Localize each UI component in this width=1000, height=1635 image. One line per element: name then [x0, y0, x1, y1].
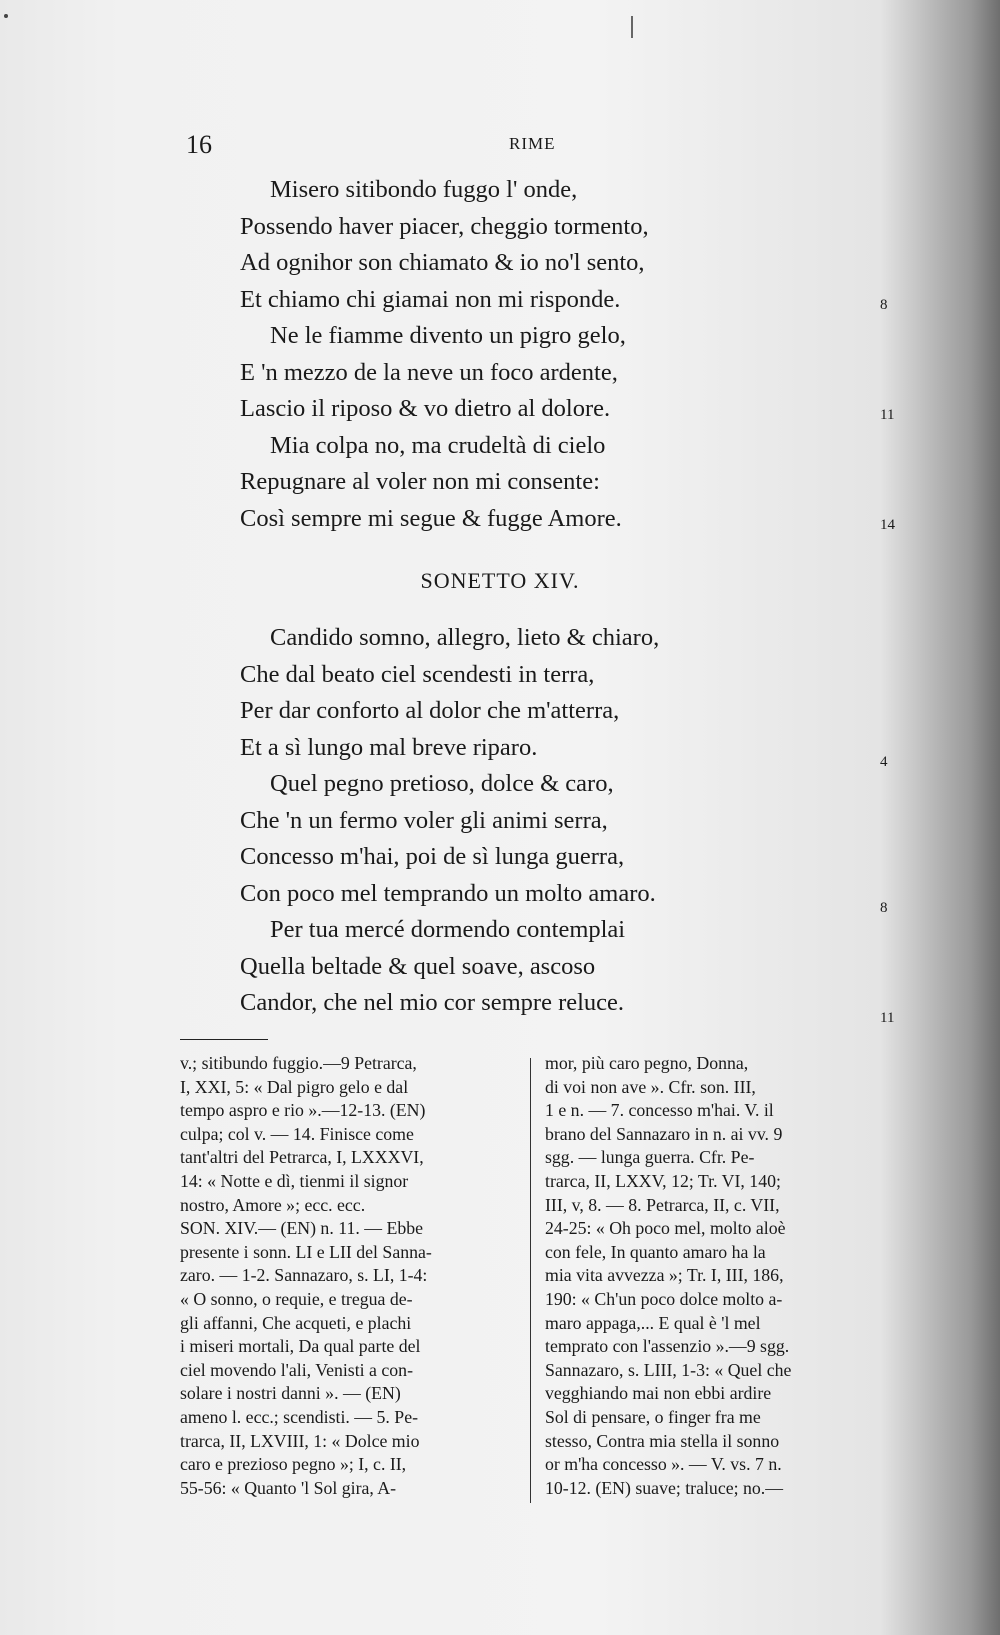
line-number: 8	[880, 297, 888, 313]
verse-line: Concesso m'hai, poi de sì lunga guerra,	[240, 843, 625, 870]
verse-line: E 'n mezzo de la neve un foco ardente,	[240, 358, 618, 386]
verse-line: Per tua mercé dormendo contemplai	[270, 916, 626, 943]
footnotes-left-column	[180, 1052, 510, 1500]
pencil-mark	[631, 16, 633, 38]
poem-sonetto-xiv	[240, 620, 840, 1022]
verse-line: Che 'n un fermo voler gli animi serra,	[240, 806, 608, 834]
footnote-line: caro e prezioso pegno »; I, c. II,	[180, 1454, 407, 1475]
verse-line: Mia colpa no, ma crudeltà di cielo	[270, 431, 606, 459]
footnote-line: trarca, II, LXXV, 12; Tr. VI, 140;	[545, 1170, 781, 1191]
footnote-line: I, XXI, 5: « Dal pigro gelo e dal	[180, 1076, 409, 1097]
footnote-line: mia vita avvezza »; Tr. I, III, 186,	[545, 1265, 784, 1286]
footnote-line: SON. XIV.— (EN) n. 11. — Ebbe	[180, 1218, 423, 1239]
footnote-line: tant'altri del Petrarca, I, LXXXVI,	[180, 1147, 424, 1168]
footnote-line: or m'ha concesso ». — V. vs. 7 n.	[545, 1454, 782, 1475]
verse-line: Candor, che nel mio cor sempre reluce.	[240, 989, 625, 1016]
verse-line: Et a sì lungo mal breve riparo.	[240, 733, 538, 761]
footnote-line: 190: « Ch'un poco dolce molto a-	[545, 1288, 783, 1309]
footnote-line: con fele, In quanto amaro ha la	[545, 1241, 766, 1262]
footnote-line: presente i sonn. LI e LII del Sanna-	[180, 1241, 432, 1262]
footnotes-right-column	[545, 1052, 903, 1500]
footnote-line: ciel movendo l'ali, Venisti a con-	[180, 1359, 413, 1380]
footnote-line: 55-56: « Quanto 'l Sol gira, A-	[180, 1477, 397, 1498]
footnote-line: zaro. — 1-2. Sannazaro, s. LI, 1-4:	[180, 1265, 428, 1286]
footnote-line: Sannazaro, s. LIII, 1-3: « Quel che	[545, 1359, 792, 1380]
running-head: RIME	[509, 134, 556, 153]
footnote-line: v.; sitibundo fuggio.—9 Petrarca,	[180, 1053, 417, 1073]
ink-speck	[4, 14, 8, 18]
footnote-line: 24-25: « Oh poco mel, molto aloè	[545, 1218, 786, 1239]
line-number: 14	[880, 517, 895, 533]
verse-line: Ne le fiamme divento un pigro gelo,	[270, 322, 626, 349]
footnote-line: mor, più caro pegno, Donna,	[545, 1053, 749, 1073]
footnote-line: culpa; col v. — 14. Finisce come	[180, 1123, 414, 1144]
verse-line: Et chiamo chi giamai non mi risponde.	[240, 285, 621, 313]
footnote-line: 10-12. (EN) suave; traluce; no.—	[545, 1477, 783, 1498]
line-number: 11	[880, 1010, 895, 1026]
footnote-line: 14: « Notte e dì, tienmi il signor	[180, 1170, 409, 1191]
page-number: 16	[186, 130, 212, 159]
verse-line: Possendo haver piacer, cheggio tormento,	[240, 212, 649, 240]
footnote-line: temprato con l'assenzio ».—9 sgg.	[545, 1336, 790, 1357]
footnote-line: 1 e n. — 7. concesso m'hai. V. il	[545, 1100, 774, 1121]
sonnet-title: SONETTO XIV.	[420, 568, 580, 593]
footnote-line: maro appaga,... E qual è 'l mel	[545, 1312, 761, 1333]
verse-line: Che dal beato ciel scendesti in terra,	[240, 660, 595, 688]
footnote-line: ameno l. ecc.; scendisti. — 5. Pe-	[180, 1406, 419, 1427]
verse-line: Così sempre mi segue & fugge Amore.	[240, 504, 622, 532]
verse-line: Candido somno, allegro, lieto & chiaro,	[270, 624, 660, 651]
footnote-line: stesso, Contra mia stella il sonno	[545, 1430, 780, 1451]
page-header	[0, 130, 1000, 160]
footnote-line: i miseri mortali, Da qual parte del	[180, 1336, 421, 1357]
footnote-line: Sol di pensare, o finger fra me	[545, 1406, 761, 1427]
footnote-line: solare i nostri danni ». — (EN)	[180, 1383, 401, 1404]
footnote-line: brano del Sannazaro in n. ai vv. 9	[545, 1123, 783, 1144]
verse-line: Per dar conforto al dolor che m'atterra,	[240, 697, 620, 724]
poem-previous-sonnet-ending	[240, 172, 840, 537]
footnote-line: vegghiando mai non ebbi ardire	[545, 1383, 772, 1404]
verse-line: Con poco mel temprando un molto amaro.	[240, 879, 656, 907]
line-number: 8	[880, 900, 888, 916]
verse-line: Misero sitibondo fuggo l' onde,	[270, 176, 578, 203]
line-number: 4	[880, 754, 888, 770]
verse-line: Lascio il riposo & vo dietro al dolore.	[240, 395, 611, 422]
verse-line: Quella beltade & quel soave, ascoso	[240, 952, 596, 980]
footnote-line: tempo aspro e rio ».—12-13. (EN)	[180, 1100, 426, 1121]
footnote-line: trarca, II, LXVIII, 1: « Dolce mio	[180, 1430, 420, 1451]
footnote-line: nostro, Amore »; ecc. ecc.	[180, 1194, 366, 1215]
footnote-line: gli affanni, Che acqueti, e plachi	[180, 1312, 412, 1333]
footnote-line: di voi non ave ». Cfr. son. III,	[545, 1076, 756, 1097]
verse-line: Quel pegno pretioso, dolce & caro,	[270, 770, 614, 797]
verse-line: Repugnare al voler non mi consente:	[240, 468, 600, 495]
footnote-column-divider	[530, 1058, 531, 1503]
footnote-line: sgg. — lunga guerra. Cfr. Pe-	[545, 1147, 755, 1168]
footnote-line: III, v, 8. — 8. Petrarca, II, c. VII,	[545, 1194, 780, 1215]
line-number: 11	[880, 407, 895, 423]
footnote-separator	[180, 1039, 268, 1040]
footnote-line: « O sonno, o requie, e tregua de-	[180, 1288, 413, 1309]
verse-line: Ad ognihor son chiamato & io no'l sento,	[240, 249, 645, 276]
